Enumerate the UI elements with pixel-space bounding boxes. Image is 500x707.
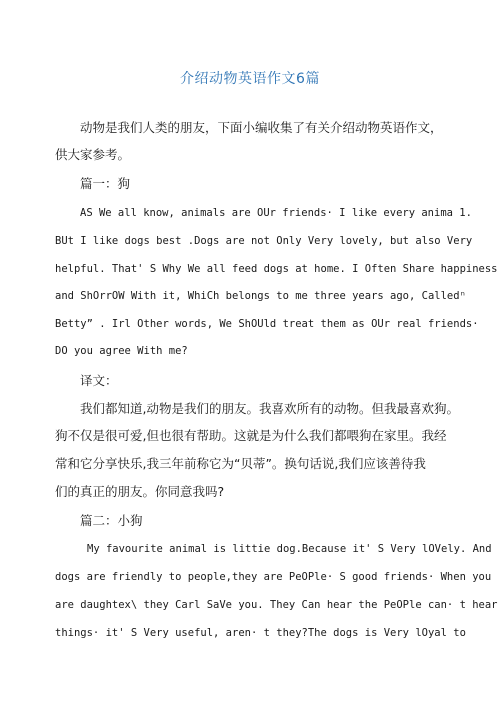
english-paragraph-line: and ShOrrOW With it, WhiCh belongs to me three years ago, Calledⁿ [55,290,466,302]
english-paragraph-line: helpful. That' S Why We all feed dogs at home. I Often Share happiness [55,263,498,275]
intro-line: 动物是我们人类的朋友，下面小编收集了有关介绍动物英语作文， [80,120,443,135]
english-paragraph-line: are daughtex\ they Carl SaVe you. They Can hear the PeOPle can· t hear [55,599,498,611]
english-paragraph-line: dogs are friendly to people,they are PeOPle· S good friends· When you [55,571,492,583]
english-paragraph-line: DO you agree With me? [55,345,188,357]
translation-line: 们的真正的朋友。你同意我吗? [55,484,225,499]
section-heading: 篇一：狗 [80,176,131,191]
intro-line: 供大家参考。 [55,147,131,162]
translation-line: 狗不仅是很可爱,但也很有帮助。这就是为什么我们都喂狗在家里。我经 [55,428,447,443]
english-paragraph-line: AS We all know, animals are OUr friends· I like every anima 1. [80,207,472,219]
document-title: 介绍动物英语作文6篇 [180,71,320,87]
english-paragraph-line: things· it' S Very useful, aren· t they?The dogs is Very lOyal to [55,627,466,639]
english-paragraph-line: Betty” . Irl Other words, We ShOUld treat them as OUr real friends· [55,318,479,330]
translation-line: 我们都知道,动物是我们的朋友。我喜欢所有的动物。但我最喜欢狗。 [80,401,459,416]
translation-heading: 译文： [80,373,118,388]
translation-line: 常和它分享快乐,我三年前称它为“贝蒂”。换句话说,我们应该善待我 [55,456,426,471]
section-heading: 篇二：小狗 [80,513,143,528]
english-paragraph-line: BUt I like dogs best .Dogs are not Only Very lovely, but also Very [55,235,473,247]
english-paragraph-line: My favourite animal is littie dog.Because it' S Very lOVely. And [87,543,492,555]
